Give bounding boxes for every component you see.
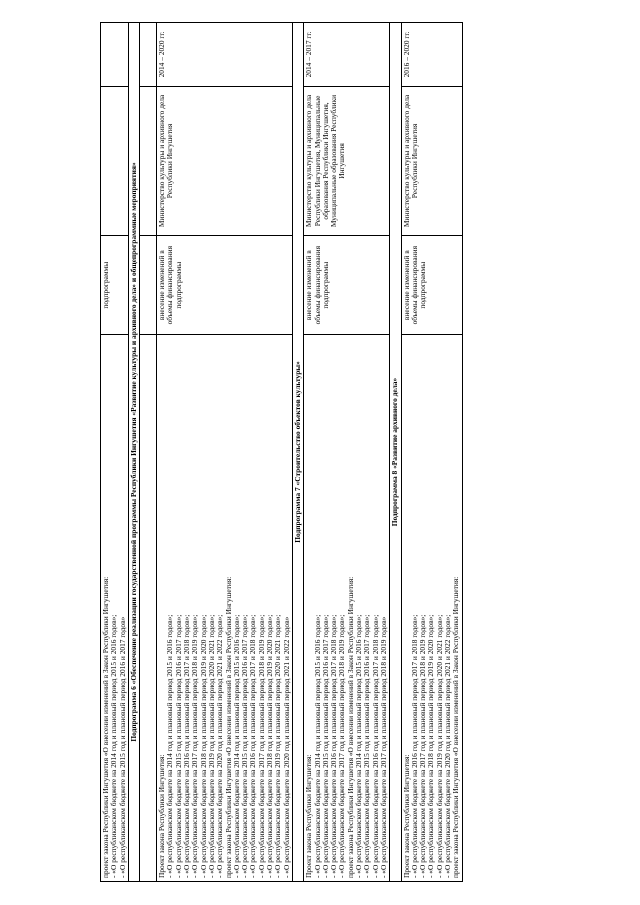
law-line: - «О республиканском бюджете на 2015 год и плановый период 2016 и 2017 годов»; — [173, 614, 183, 878]
law-line: проект закона Республики Ингушетия «О внесении изменений в Закон Республики Ингушетия: — [101, 576, 110, 878]
law-line: - «О республиканском бюджете на 2016 год и плановый период 2017 и 2018 годов»; — [182, 614, 192, 878]
law-line: - «О республиканском бюджете на 2014 год и плановый период 2015 и 2016 годов»; — [231, 614, 241, 878]
law-line: - «О республиканском бюджете на 2017 год и плановый период 2018 и 2019 годов»; — [418, 614, 428, 878]
subprogram-6-heading: Подпрограмма 6 «Обеспечение реализации государственной программы Республики Ингушетия «Развитие культуры и архивного дела» и общепрограммные мероприятия» — [128, 23, 139, 882]
law-line: - «О республиканском бюджете на 2018 год и плановый период 2019 и 2020 годов»; — [265, 614, 275, 878]
law-line: - «О республиканском бюджете на 2016 год и плановый период 2017 и 2018 годов»; — [370, 614, 380, 878]
subprogram-heading-row — [292, 23, 303, 882]
law-list-cell — [304, 335, 390, 882]
law-line: - «О республиканском бюджете на 2014 год и плановый период 2015 и 2016 годов»; — [354, 614, 364, 878]
table-row-sub8 — [401, 23, 462, 882]
law-line: - «О республиканском бюджете на 2019 год и плановый период 2020 и 2021 годов»; — [206, 614, 216, 878]
law-list-cell — [401, 335, 462, 882]
subprogram-8-heading: Подпрограмма 8 «Развитие архивного дела» — [390, 23, 401, 882]
subprogram-heading-row — [128, 23, 139, 882]
law-line: - «О республиканском бюджете на 2019 год и плановый период 2020 и 2021 годов»; — [434, 614, 444, 878]
law-line: - «О республиканском бюджете на 2014 год и плановый период 2015 и 2016 годов»; — [109, 614, 119, 878]
table-row-sub6 — [157, 23, 293, 882]
period-cell: 2014 – 2017 гг. — [304, 23, 390, 87]
law-line: - «О республиканском бюджете на 2019 год и плановый период 2020 и 2021 годов»; — [273, 614, 283, 878]
law-line: - «О республиканском бюджете на 2018 год и плановый период 2019 и 2020 годов»; — [198, 614, 208, 878]
law-line: Проект закона Республики Ингушетия: — [304, 754, 314, 878]
law-line: - «О республиканском бюджете на 2016 год и плановый период 2017 и 2018 годов»; — [329, 614, 339, 878]
law-line: - «О республиканском бюджете на 2016 год и плановый период 2017 и 2018 годов»; — [409, 614, 419, 878]
period-cell: 2016 – 2020 гг. — [401, 23, 462, 87]
law-line: Проект закона Республики Ингушетия: — [157, 754, 167, 878]
rotated-table-sheet — [100, 22, 540, 882]
period-cell: 2014 – 2020 гг. — [157, 23, 293, 87]
law-line: - «О республиканском бюджете на 2020 год и плановый период 2021 и 2022 годов»; — [215, 614, 225, 878]
executor-cell — [101, 86, 129, 235]
law-line: - «О республиканском бюджете на 2017 год и плановый период 2018 и 2019 годов»; — [190, 614, 200, 878]
measure-cell: внесение изменений в объемы финансирования подпрограммы — [304, 236, 390, 335]
table-row-top — [101, 23, 129, 882]
law-line: - «О республиканском бюджете на 2018 год и плановый период 2019 и 2020 годов»; — [426, 614, 436, 878]
law-line: - «О республиканском бюджете на 2020 год и плановый период 2021 и 2022 годов»; — [442, 614, 452, 878]
measures-table — [100, 22, 463, 882]
law-line: - «О республиканском бюджете на 2016 год и плановый период 2017 и 2018 годов»; — [248, 614, 258, 878]
law-line: - «О республиканском бюджете на 2015 год и плановый период 2016 и 2017 годов»; — [320, 614, 330, 878]
subprogram-7-heading: Подпрограмма 7 «Строительство объектов культуры» — [292, 23, 303, 882]
law-line: - «О республиканском бюджете на 2014 год и плановый период 2015 и 2016 годов»; — [165, 614, 175, 878]
measure-cell: внесение изменений в объемы финансирования подпрограммы — [157, 236, 293, 335]
period-cell — [101, 23, 129, 87]
law-list-cell — [101, 335, 129, 882]
law-line: - «О республиканском бюджете на 2020 год и плановый период 2021 и 2022 годов» — [281, 616, 291, 878]
law-line: проект закона Республики Ингушетия «О внесении изменений в Закон Республики Ингушетия: — [223, 576, 233, 878]
law-line: проект закона Республики Ингушетия «О внесении изменений в Закон Республики Ингушетия: — [345, 576, 355, 878]
law-line: - «О республиканском бюджете на 2015 год и плановый период 2016 и 2017 годов»; — [240, 614, 250, 878]
law-line: - «О республиканском бюджете на 2015 год и плановый период 2016 и 2017 годов» — [117, 616, 127, 878]
law-line: проект закона Республики Ингушетия «О внесении изменений в Закон Республики Ингушетия: — [451, 576, 461, 878]
measure-cell: внесение изменений в объемы финансирования подпрограммы — [401, 236, 462, 335]
law-line: - «О республиканском бюджете на 2017 год и плановый период 2018 и 2019 годов» — [378, 616, 388, 878]
law-list-cell — [157, 335, 293, 882]
law-line: - «О республиканском бюджете на 2017 год и плановый период 2018 и 2019 годов»; — [256, 614, 266, 878]
law-line: - «О республиканском бюджете на 2015 год и плановый период 2016 и 2017 годов»; — [362, 614, 372, 878]
measure-cell: подпрограммы — [101, 236, 129, 335]
executor-cell: Министерство культуры и архивного дела Республики Ингушетия — [401, 86, 462, 235]
table-row-sub7 — [304, 23, 390, 882]
spacer-row — [140, 23, 157, 882]
executor-cell: Министерство культуры и архивного дела Республики Ингушетия — [157, 86, 293, 235]
law-line: - «О республиканском бюджете на 2014 год и плановый период 2015 и 2016 годов»; — [312, 614, 322, 878]
executor-cell: Министерство культуры и архивного дела Республики Ингушетия, Муниципальные образования Республики Ингушетия, Муниципальные образования Республики Ингушетия — [304, 86, 390, 235]
law-line: - «О республиканском бюджете на 2017 год и плановый период 2018 и 2019 годов»; — [337, 614, 347, 878]
subprogram-heading-row — [390, 23, 401, 882]
law-line: Проект закона Республики Ингушетия: — [401, 754, 411, 878]
